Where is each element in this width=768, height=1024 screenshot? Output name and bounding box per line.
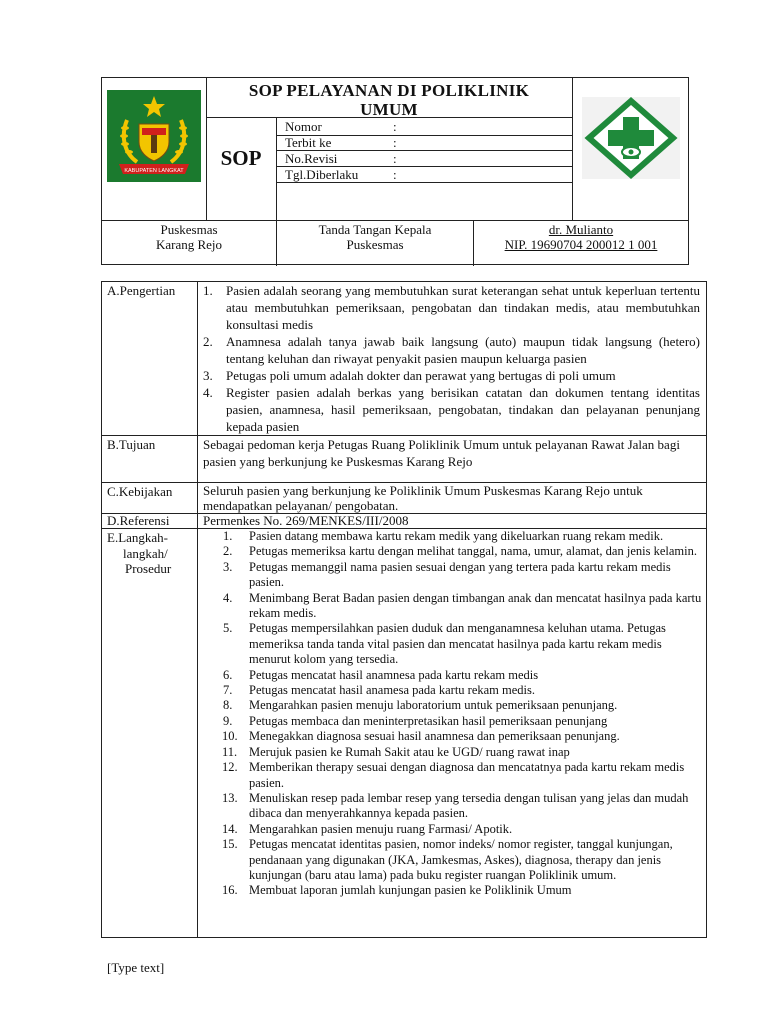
item-number: 4.	[203, 385, 213, 400]
item-text: Register pasien adalah berkas yang berisikan catatan dan dokumen tentang identitas pasien, anamnesa, hasil pemeriksaan, pengobatan, tindakan dan pelayanan penunjang kepada pasien	[226, 385, 700, 434]
tujuan-text: Sebagai pedoman kerja Petugas Ruang Poliklinik Umum untuk pelayanan Rawat Jalan bagi pasien yang berkunjung ke Puskesmas Karang Rejo	[203, 437, 680, 469]
step-number: 6.	[223, 667, 233, 682]
step-number: 1.	[223, 529, 233, 543]
item-text: Petugas poli umum adalah dokter dan perawat yang bertugas di poli umum	[226, 368, 616, 383]
meta-value: :	[393, 119, 397, 134]
procedure-step	[203, 729, 703, 744]
sop-content-table	[101, 281, 707, 938]
step-text: Petugas mencatat identitas pasien, nomor indeks/ nomor register, tanggal kunjungan, pendanaan yang digunakan (JKA, Jamkesmas, Askes), diagnosa, therapy dan jenis kunjungan (baru atau lama) pada buku register ruangan Poliklinik umum.	[249, 837, 673, 882]
item-number: 3.	[203, 368, 213, 383]
label-prosedur	[107, 530, 171, 577]
meta-tgl-diberlaku	[285, 167, 397, 182]
meta-no-revisi	[285, 151, 397, 166]
step-number: 8.	[223, 698, 233, 713]
item-text: Anamnesa adalah tanya jawab baik langsung (auto) maupun tidak langsung (hetero) tentang keluhan dan riwayat penyakit pasien maupun keluarga pasien	[226, 334, 700, 366]
sop-title	[206, 81, 572, 119]
meta-label: Nomor	[285, 119, 322, 134]
meta-label: No.Revisi	[285, 151, 338, 166]
step-number: 16.	[222, 883, 238, 898]
step-text: Petugas membaca dan meninterpretasikan hasil pemeriksaan penunjang	[249, 713, 608, 728]
step-text: Merujuk pasien ke Rumah Sakit atau ke UGD/ ruang rawat inap	[249, 744, 570, 759]
procedure-step	[203, 760, 703, 791]
step-text: Menimbang Berat Badan pasien dengan timbangan anak dan mencatat hasilnya pada kartu rekam medis.	[249, 590, 702, 621]
signature-line-2: Puskesmas	[346, 237, 404, 252]
step-number: 11.	[222, 744, 238, 759]
signature-line-1: Tanda Tangan Kepala	[318, 222, 432, 237]
procedure-step	[203, 698, 703, 713]
label-prosedur-line-3: Prosedur	[125, 561, 172, 576]
step-text: Membuat laporan jumlah kunjungan pasien ke Poliklinik Umum	[249, 883, 572, 898]
step-number: 13.	[222, 790, 238, 805]
procedure-step	[203, 668, 703, 683]
org-line-1: Puskesmas	[160, 222, 218, 237]
meta-terbit-ke	[285, 135, 397, 150]
procedure-step	[203, 621, 703, 667]
kebijakan-text: Seluruh pasien yang berkunjung ke Poliklinik Umum Puskesmas Karang Rejo untuk mendapatkan pelayanan/ pengobatan.	[203, 483, 643, 513]
meta-value: :	[393, 135, 397, 150]
list-item	[203, 384, 700, 435]
step-text: Menuliskan resep pada lembar resep yang tersedia dengan tulisan yang jelas dan mudah dibaca dan menyerahkannya kepada pasien.	[249, 790, 689, 821]
step-number: 14.	[222, 821, 238, 836]
procedure-step	[203, 883, 703, 898]
signatory-cell	[474, 222, 688, 252]
procedure-step	[203, 745, 703, 760]
step-text: Petugas mencatat hasil anamesa pada kartu rekam medis.	[249, 683, 536, 698]
procedure-step	[203, 529, 703, 544]
prosedur-steps	[203, 529, 703, 899]
meta-label: Tgl.Diberlaku	[285, 167, 359, 182]
step-text: Memberikan therapy sesuai dengan diagnosa dan mencatatnya pada kartu rekam medis pasien.	[249, 760, 685, 790]
step-text: Pasien datang membawa kartu rekam medik yang dikeluarkan ruang rekam medik.	[249, 529, 664, 543]
kabupaten-langkat-emblem	[107, 90, 201, 182]
step-number: 2.	[223, 544, 233, 559]
step-number: 9.	[223, 713, 233, 728]
item-number: 1.	[203, 283, 213, 298]
procedure-step	[203, 837, 703, 883]
step-text: Petugas memeriksa kartu dengan melihat tanggal, nama, umur, alamat, dan jenis kelamin.	[249, 544, 697, 559]
signatory-name: dr. Mulianto	[548, 222, 614, 237]
label-prosedur-line-1: E.Langkah-	[107, 530, 169, 545]
referensi-text: Permenkes No. 269/MENKES/III/2008	[203, 513, 409, 528]
procedure-step	[203, 683, 703, 698]
step-text: Mengarahkan pasien menuju ruang Farmasi/ Apotik.	[249, 821, 513, 836]
step-number: 5.	[223, 621, 233, 636]
puskesmas-emblem	[582, 97, 680, 179]
meta-label: Terbit ke	[285, 135, 332, 150]
sop-title-line-2: UMUM	[360, 100, 418, 119]
org-line-2: Karang Rejo	[155, 237, 223, 252]
label-tujuan: B.Tujuan	[107, 437, 156, 452]
label-prosedur-line-2: langkah/	[123, 545, 168, 561]
sop-title-line-1: SOP PELAYANAN DI POLIKLINIK	[248, 81, 530, 100]
list-item	[203, 333, 700, 367]
step-text: Menegakkan diagnosa sesuai hasil anamnesa dan pemeriksaan penunjang.	[249, 729, 620, 744]
signature-cell	[277, 222, 473, 252]
step-number: 7.	[223, 683, 233, 698]
org-cell	[102, 222, 276, 252]
step-number: 10.	[222, 729, 238, 744]
meta-nomor	[285, 119, 397, 134]
step-text: Mengarahkan pasien menuju laboratorium untuk pemeriksaan penunjang.	[249, 698, 618, 713]
pengertian-list	[203, 282, 700, 435]
label-pengertian: A.Pengertian	[107, 283, 176, 298]
footer-placeholder-text: [Type text]	[107, 960, 165, 975]
procedure-step	[203, 591, 703, 622]
sop-label: SOP	[220, 146, 262, 170]
meta-value: :	[393, 167, 397, 182]
step-text: Petugas memanggil nama pasien sesuai dengan yang tertera pada kartu rekam medis pasien.	[249, 559, 671, 590]
procedure-step	[203, 791, 703, 822]
step-number: 15.	[222, 837, 238, 852]
procedure-step	[203, 714, 703, 729]
step-number: 3.	[223, 559, 233, 574]
label-referensi: D.Referensi	[107, 513, 170, 528]
sop-header-table	[101, 77, 689, 265]
step-text: Petugas mempersilahkan pasien duduk dan menganamnesa keluhan utama. Petugas memeriksa tanda tanda vital pasien dan mencatat hasilnya pada kartu rekam medis menurut kolom yang tersedia.	[249, 621, 666, 667]
step-number: 12.	[222, 760, 238, 775]
step-text: Petugas mencatat hasil anamnesa pada kartu rekam medis	[249, 667, 539, 682]
step-number: 4.	[223, 590, 233, 605]
procedure-step	[203, 544, 703, 559]
signatory-nip: NIP. 19690704 200012 1 001	[504, 237, 658, 252]
item-text: Pasien adalah seorang yang membutuhkan surat keterangan sehat untuk keperluan tertentu atau membutuhkan pemeriksaan, pengobatan dan tindakan medis, atau membutuhkan konsultasi medis	[226, 283, 700, 332]
list-item	[203, 367, 700, 384]
label-kebijakan: C.Kebijakan	[107, 484, 173, 499]
list-item	[203, 282, 700, 333]
procedure-step	[203, 560, 703, 591]
emblem-logo-text: KABUPATEN LANGKAT	[124, 168, 184, 174]
meta-value: :	[393, 151, 397, 166]
item-number: 2.	[203, 334, 213, 349]
procedure-step	[203, 822, 703, 837]
